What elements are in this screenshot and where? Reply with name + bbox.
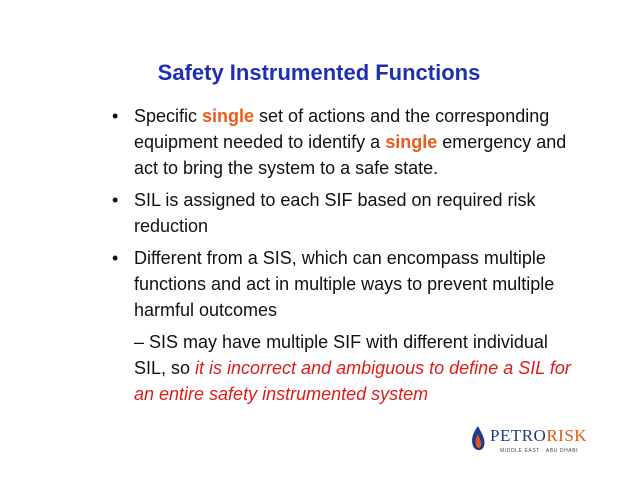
logo-name-part1: PETRO: [490, 426, 547, 445]
bullet-list: [112, 103, 582, 407]
slide-title: Safety Instrumented Functions: [157, 60, 481, 85]
bullet-item-1: [112, 103, 582, 181]
bullet-icon: •: [112, 190, 119, 210]
bullet-2-text: SIL is assigned to each SIF based on required risk reduction: [134, 190, 536, 236]
logo-tagline: MIDDLE EAST · ABU DHABI: [500, 448, 579, 454]
logo-name-part2: RISK: [546, 426, 588, 445]
bullet-1-text-part1: Specific: [134, 106, 203, 126]
bullet-item-3: [112, 245, 582, 323]
sub-bullet-text: – SIS may have multiple SIF with different individual SIL, so: [134, 332, 548, 378]
bullet-1-highlight-2: single: [385, 132, 438, 152]
sub-bullet-emphasis: it is incorrect and ambiguous to define a SIL for an entire safety instrumented system: [134, 358, 571, 404]
logo-flame-icon: [468, 424, 488, 454]
bullet-icon: •: [112, 248, 119, 268]
bullet-1-text-part3: emergency and act to bring the system to a safe state.: [134, 132, 567, 178]
bullet-1-highlight-1: single: [202, 106, 255, 126]
bullet-icon: •: [112, 106, 119, 126]
petrorisk-logo: [468, 420, 588, 460]
bullet-item-2: [112, 187, 582, 239]
bullet-1-text-part2: set of actions and the corresponding equipment needed to identify a: [134, 106, 550, 152]
sub-bullet-item: [112, 329, 582, 407]
bullet-3-text: Different from a SIS, which can encompass multiple functions and act in multiple ways to prevent multiple harmful outcomes: [134, 248, 555, 320]
logo-wordmark: [490, 426, 587, 446]
